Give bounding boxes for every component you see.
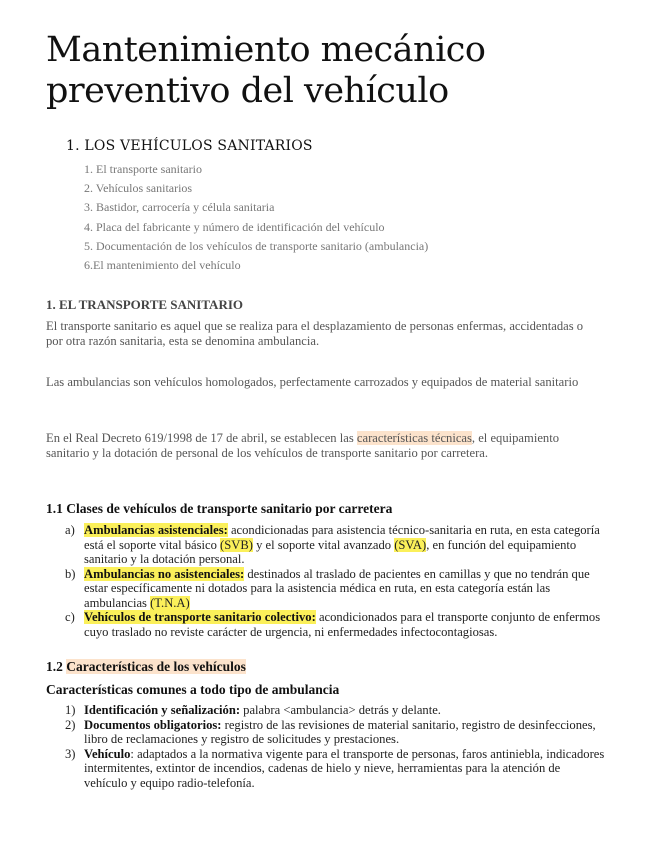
item-term: Vehículo [84, 746, 131, 761]
list-marker: b) [65, 566, 76, 581]
table-of-contents [84, 160, 428, 275]
item-term: Documentos obligatorios: [84, 717, 222, 732]
title-line-2: preventivo del vehículo [46, 71, 449, 111]
highlight-tna: (T.N.A) [150, 595, 190, 610]
transport-paragraph-2: Las ambulancias son vehículos homologados, perfectamente carrozados y equipados de material sanitario [46, 375, 579, 389]
item-text: , en función del equipamiento sanitario y la dotación personal. [84, 537, 577, 566]
list-marker: 2) [65, 717, 76, 732]
section-1-heading: 1. LOS VEHÍCULOS SANITARIOS [66, 138, 313, 154]
item-text: y el soporte vital avanzado [252, 537, 395, 552]
list-item [46, 567, 606, 611]
highlight-tech-features: características técnicas [356, 431, 472, 445]
item-text: acondicionados para el transporte conjunto de enfermos cuyo traslado no reviste carácter de urgencia, ni enfermedades infectocontagiosas. [84, 610, 601, 639]
document-title [46, 30, 646, 112]
list-marker: a) [65, 523, 75, 537]
vehicle-classes-list [46, 523, 606, 639]
term-highlight: Vehículos de transporte sanitario colectivo: [84, 610, 316, 624]
features-heading-highlight: Características de los vehículos [66, 659, 246, 674]
item-text: : adaptados a la normativa vigente para el transporte de personas, faros antiniebla, indicadores intermitentes, extintor de incendios, cadenas de hielo y nieve, herramientas para la atención de vehículo y equipo radio-telefonía. [84, 746, 605, 790]
transport-paragraph-1: El transporte sanitario es aquel que se realiza para el desplazamiento de personas enfermas, accidentadas o por otra razón sanitaria, esta se denomina ambulancia. [46, 319, 584, 348]
features-heading-number: 1.2 [46, 659, 67, 674]
list-item [46, 718, 606, 747]
item-text: palabra <ambulancia> detrás y delante. [240, 703, 441, 717]
toc-item: 5. Documentación de los vehículos de transporte sanitario (ambulancia) [84, 238, 429, 253]
term-highlight: Ambulancias asistenciales: [84, 523, 228, 537]
item-text: destinados al traslado de pacientes en camillas y que no tendrán que estar específicamente ni dotados para la asistencia médica en ruta, en esta categoría están las ambulancias [84, 566, 590, 610]
common-features-list [46, 703, 606, 790]
list-item [46, 747, 606, 791]
toc-item: 3. Bastidor, carrocería y célula sanitaria [84, 200, 275, 215]
toc-item: 1. El transporte sanitario [84, 162, 202, 176]
title-line-1: Mantenimiento mecánico [46, 30, 486, 70]
list-item [46, 523, 606, 567]
transport-paragraph-3 [46, 431, 602, 460]
p3-text-end: , el equipamiento sanitario y la dotación de personal de los vehículos de transporte sanitario por carretera. [46, 431, 560, 460]
item-text: registro de las revisiones de material sanitario, registro de desinfecciones, libro de reclamaciones y registro de solicitudes y prestaciones. [84, 717, 596, 746]
features-heading [46, 659, 246, 675]
highlight-svb: (SVB) [220, 537, 253, 552]
list-marker: 1) [65, 703, 76, 717]
list-marker: c) [65, 610, 75, 624]
classes-heading: 1.1 Clases de vehículos de transporte sanitario por carretera [46, 501, 393, 516]
item-text: acondicionadas para asistencia técnico-sanitaria en ruta, en esta categoría está el soporte vital básico [84, 523, 600, 552]
transport-heading: 1. EL TRANSPORTE SANITARIO [46, 297, 243, 312]
toc-item: 6.El mantenimiento del vehículo [84, 257, 241, 272]
item-term: Identificación y señalización: [84, 703, 241, 717]
list-marker: 3) [65, 746, 76, 761]
term-highlight: Ambulancias no asistenciales: [84, 566, 245, 581]
p3-text-start: En el Real Decreto 619/1998 de 17 de abril, se establecen las [46, 431, 357, 445]
toc-item: 4. Placa del fabricante y número de identificación del vehículo [84, 219, 385, 234]
toc-item: 2. Vehículos sanitarios [84, 181, 193, 196]
list-item [46, 610, 606, 639]
highlight-sva: (SVA) [394, 537, 427, 552]
list-item [46, 703, 606, 718]
features-subheading: Características comunes a todo tipo de ambulancia [46, 682, 340, 697]
